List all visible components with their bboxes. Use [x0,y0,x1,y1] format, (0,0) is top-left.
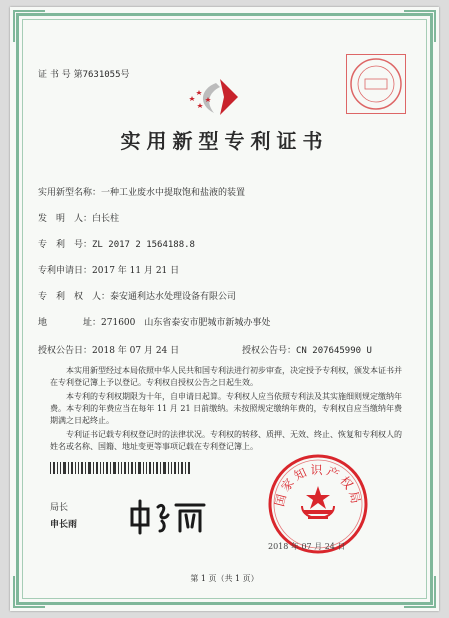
corner-ornament [404,10,436,42]
field-holder: 专 利 权 人：泰安通利达水处理设备有限公司 [38,292,237,302]
certificate-paper [10,7,439,611]
seal-date: 2018 年 07 月 24 日 [268,542,346,551]
field-inventor: 发 明 人：白长柱 [38,214,120,224]
field-announcement-no: 授权公告号：CN 207645990 U [242,346,372,356]
grant-date: 2018 年 07 月 24 日 [92,346,180,356]
field-patent-no: 专 利 号：ZL 2017 2 1564188.8 [38,240,195,250]
inventor-name: 白长柱 [92,214,120,224]
cert-no-suffix: 号 [120,70,130,80]
director-signature-icon [128,495,208,537]
paragraph-2: 本专利的专利权期限为十年，自申请日起算。专利权人应当依照专利法及其实施细则规定缴纳年费。本专利的年费应当在每年 11 月 21 日前缴纳。未按照规定缴纳年费的，专利权自应当缴纳年费期满之日起终止。 [50,392,402,425]
patent-holder: 泰安通利达水处理设备有限公司 [110,292,237,302]
cert-no-label: 证 书 号 第 [38,70,83,80]
patent-number: ZL 2017 2 1564188.8 [92,240,195,250]
paragraph-3: 专利证书记载专利权登记时的法律状况。专利权的转移、质押、无效、终止、恢复和专利权人的姓名或名称、国籍、地址变更等事项记载在专利登记簿上。 [50,430,402,451]
paragraph-1: 本实用新型经过本局依照中华人民共和国专利法进行初步审查，决定授予专利权，颁发本证书并在专利登记簿上予以登记。专利权自授权公告之日起生效。 [50,366,402,387]
director-title: 局长 [50,503,69,513]
patent-office-logo-icon [170,75,270,117]
announcement-number: CN 207645990 U [296,346,372,356]
field-filing-date: 专利申请日：2017 年 11 月 21 日 [38,266,180,276]
certificate-number [38,69,130,81]
field-address: 地 址：271600 山东省泰安市肥城市新城办事处 [38,318,271,328]
seal-text: 国家知识产权局 [272,463,364,508]
red-stamp-icon [347,55,405,113]
field-name: 实用新型名称：一种工业废水中提取饱和盐液的装置 [38,188,246,198]
page-footer: 第 1 页（共 1 页） [190,574,259,583]
stamp-box [346,54,406,114]
barcode-icon [50,462,190,474]
director-name: 申长雨 [50,520,78,530]
utility-model-name: 一种工业废水中提取饱和盐液的装置 [101,188,246,198]
certificate-title: 实用新型专利证书 [120,129,329,153]
filing-date: 2017 年 11 月 21 日 [92,266,180,276]
field-grant-date: 授权公告日：2018 年 07 月 24 日 [38,346,180,356]
holder-address: 271600 山东省泰安市肥城市新城办事处 [101,318,271,328]
cert-no-value: 7631055 [82,70,121,80]
corner-ornament [13,10,45,42]
